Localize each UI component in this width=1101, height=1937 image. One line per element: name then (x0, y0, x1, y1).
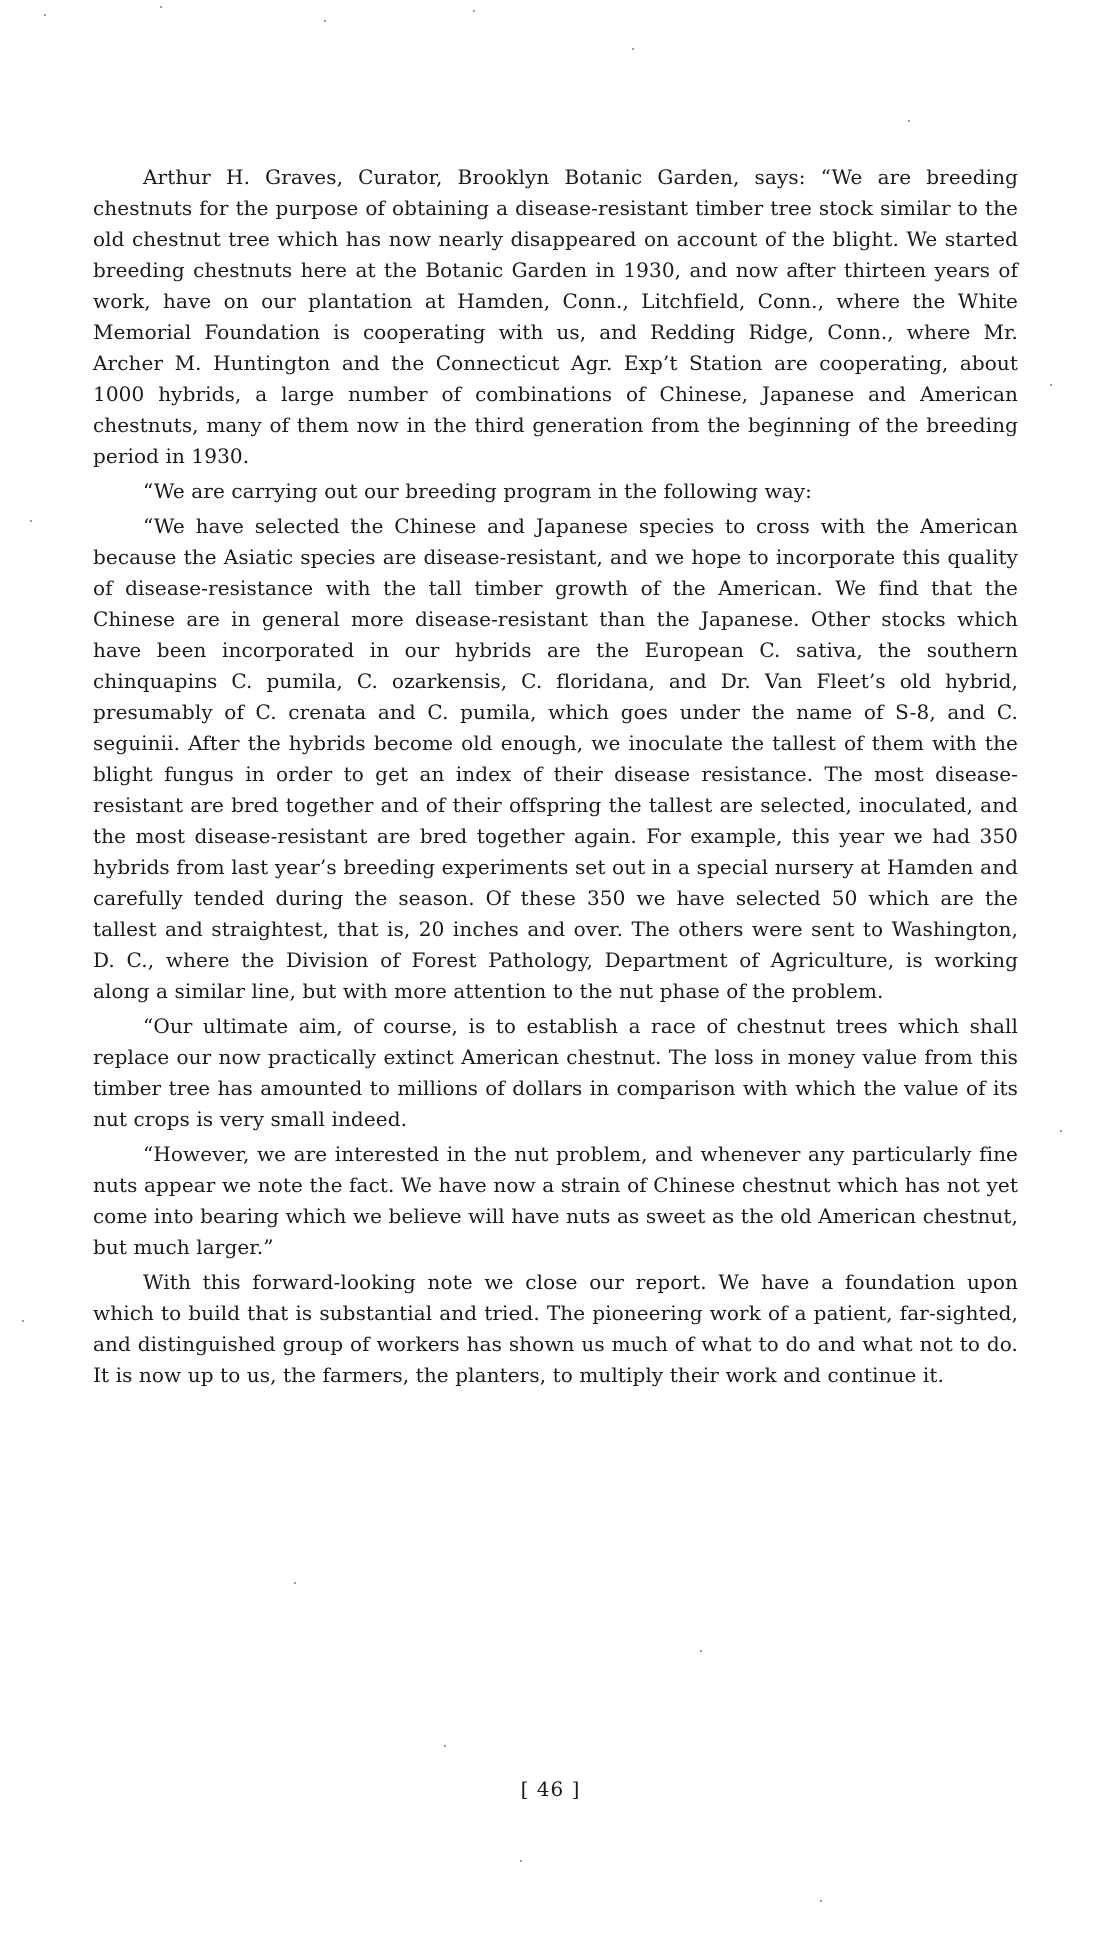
scan-speck (700, 1650, 702, 1652)
scan-speck (473, 10, 475, 12)
scan-speck (1060, 1130, 1062, 1132)
paragraph-graves-intro: Arthur H. Graves, Curator, Brooklyn Botanic Garden, says: “We are breeding chestnuts for the purpose of obtaining a disease-resistant timber tree stock similar to the old chestnut tree which has now nearly disappeared on account of the blight. We started breeding chestnuts here at the Botanic Garden in 1930, and now after thirteen years of work, have on our plantation at Hamden, Conn., Litchfield, Conn., where the White Memorial Foundation is cooperating with us, and Redding Ridge, Conn., where Mr. Archer M. Huntington and the Connecticut Agr. Exp’t Station are cooperating, about 1000 hybrids, a large number of combinations of Chinese, Japanese and American chestnuts, many of them now in the third generation from the beginning of the breeding period in 1930. (93, 165, 1018, 468)
scan-speck (908, 120, 910, 122)
paragraph-breeding-program: “We are carrying out our breeding program in the following way: (143, 479, 812, 503)
paragraph-species-selection: “We have selected the Chinese and Japanese species to cross with the American because the Asiatic species are disease-resistant, and we hope to incorporate this quality of disease-resistance with the tall timber growth of the American. We find that the Chinese are in general more disease-resistant than the Japanese. Other stocks which have been incorporated in our hybrids are the European C. sativa, the southern chinquapins C. pumila, C. ozarkensis, C. floridana, and Dr. Van Fleet’s old hybrid, presumably of C. crenata and C. pumila, which goes under the name of S-8, and C. seguinii. After the hybrids become old enough, we inoculate the tallest of them with the blight fungus in order to get an index of their disease resistance. The most disease-resistant are bred together and of their offspring the tallest are selected, inoculated, and the most disease-resistant are bred together again. For example, this year we had 350 hybrids from last year’s breeding experiments set out in a special nursery at Hamden and carefully tended during the season. Of these 350 we have selected 50 which are the tallest and straightest, that is, 20 inches and over. The others were sent to Washington, D. C., where the Division of Forest Pathology, Department of Agriculture, is working along a similar line, but with more attention to the nut phase of the problem. (93, 514, 1018, 1003)
scan-speck (30, 520, 32, 522)
paragraph-nut-problem: “However, we are interested in the nut problem, and whenever any particularly fine nuts appear we note the fact. We have now a strain of Chinese chestnut which has not yet come into bearing which we believe will have nuts as sweet as the old American chestnut, but much larger.” (93, 1142, 1018, 1259)
paragraph-closing: With this forward-looking note we close our report. We have a foundation upon which to build that is substantial and tried. The pioneering work of a patient, far-sighted, and distinguished group of workers has shown us much of what to do and what not to do. It is now up to us, the farmers, the planters, to multiply their work and continue it. (93, 1270, 1018, 1387)
page-number: [ 46 ] (520, 1777, 581, 1801)
scan-speck (44, 14, 46, 16)
scan-speck (444, 1745, 446, 1747)
scan-speck (294, 1582, 296, 1584)
paragraph-ultimate-aim: “Our ultimate aim, of course, is to establish a race of chestnut trees which shall replace our now practically extinct American chestnut. The loss in money value from this timber tree has amounted to millions of dollars in comparison with which the value of its nut crops is very small indeed. (93, 1014, 1018, 1131)
scan-speck (22, 1320, 24, 1322)
scan-speck (632, 48, 634, 50)
body-text (93, 162, 1018, 1395)
scan-speck (1050, 384, 1052, 386)
scan-speck (520, 1860, 522, 1862)
scan-speck (160, 6, 162, 8)
scan-speck (324, 20, 326, 22)
scan-speck (820, 1900, 822, 1902)
